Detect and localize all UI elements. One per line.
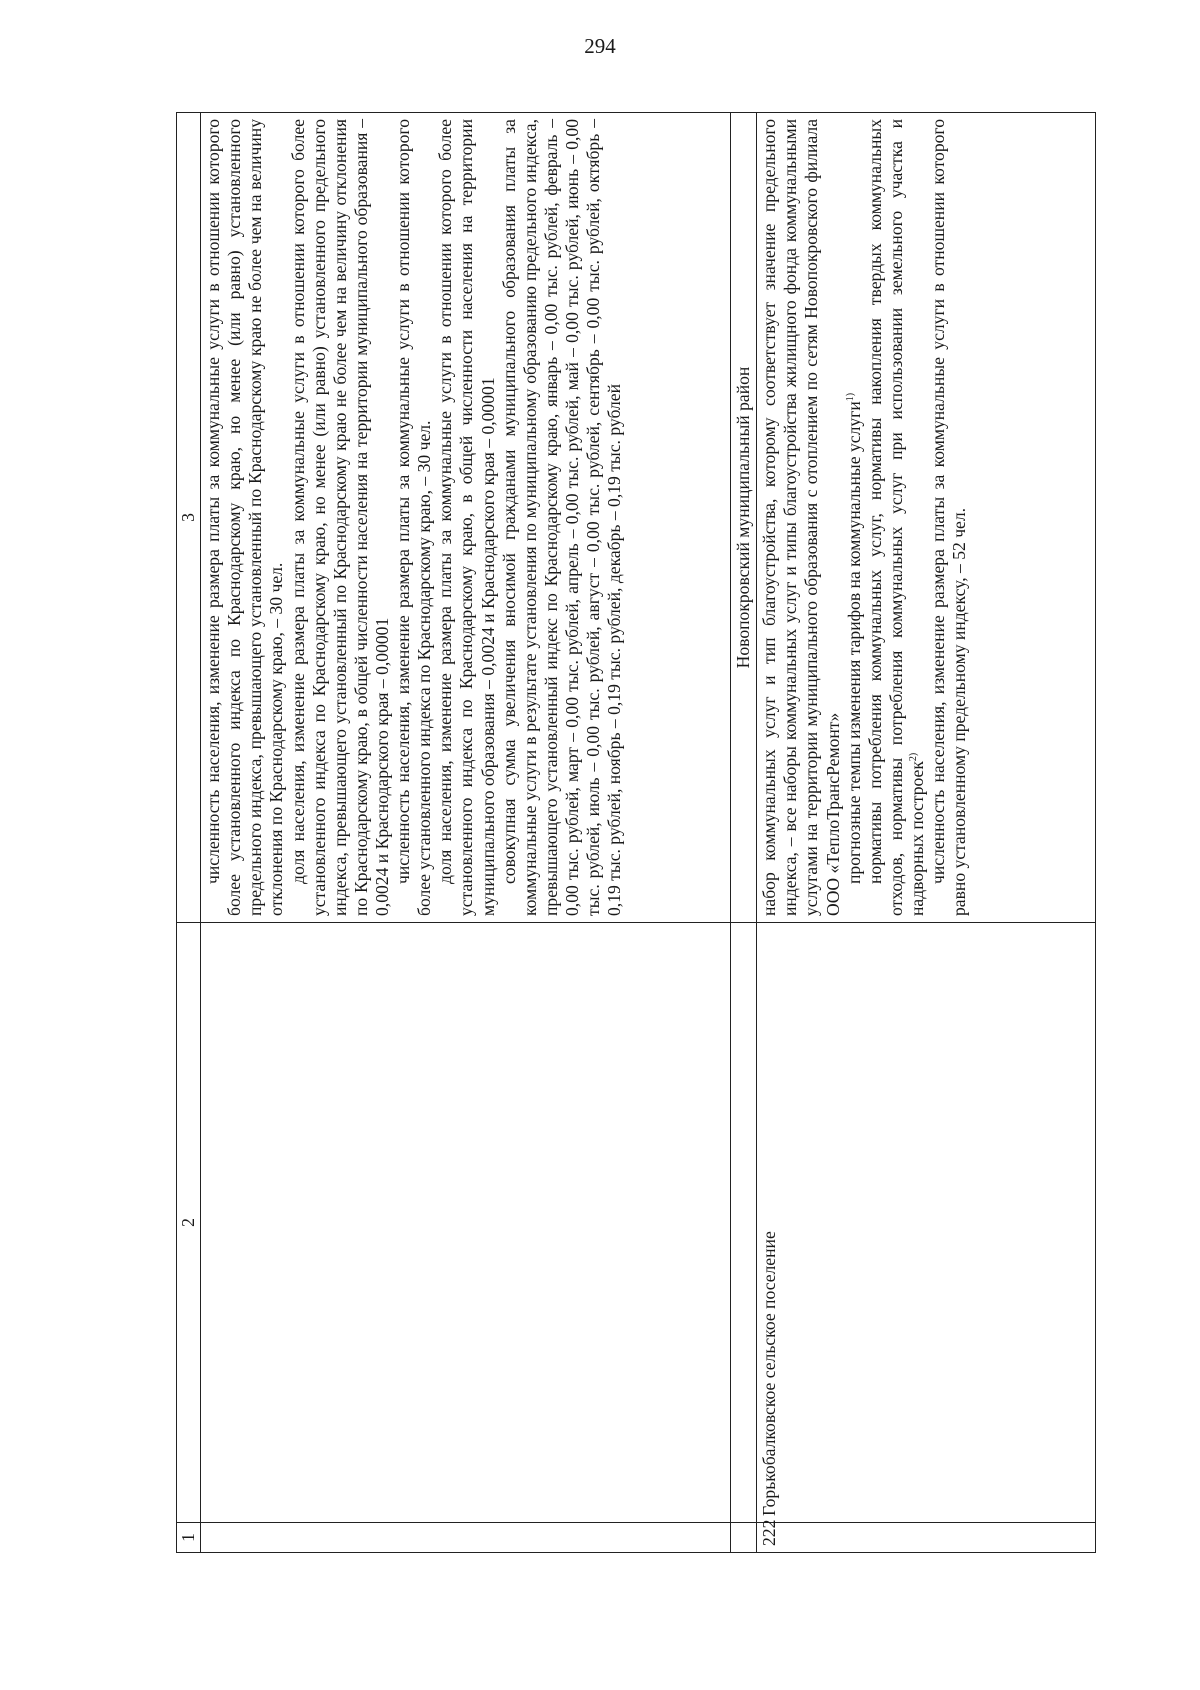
- row-number-cell: 222: [757, 1523, 1096, 1553]
- table-row: [757, 113, 1096, 1553]
- row-number-cell: [201, 1523, 731, 1553]
- district-row: [731, 113, 757, 1553]
- details-cell: [201, 113, 731, 923]
- settlement-name-cell: [201, 923, 731, 1523]
- paragraph: численность населения, изменение размера платы за коммунальные услуги в отношении которого более установленного индекса по Краснодарскому краю, но менее (или равно) установленного предельного индекса, превышающего установленный по Краснодарскому краю не более чем на величину отклонения по Краснодарскому краю, – 30 чел.: [203, 119, 287, 916]
- header-col-3: 3: [177, 113, 201, 923]
- paragraph: численность населения, изменение размера платы за коммунальные услуги в отношении которого более установленного индекса по Краснодарскому краю, – 30 чел.: [393, 119, 435, 916]
- table-header-row: [177, 113, 201, 1553]
- settlement-name-cell: Горькобалковское сельское поселение: [757, 923, 1096, 1523]
- header-col-2: 2: [177, 923, 201, 1523]
- paragraph: [865, 119, 928, 916]
- paragraph: набор коммунальных услуг и тип благоустройства, которому соответствует значение предельного индекса, – все наборы коммунальных услуг и типы благоустройства жилищного фонда коммунальными услугами на территории муниципального образования с отоплением по сетям Новопокровского филиала ООО «ТеплоТрансРемонт»: [759, 119, 843, 916]
- paragraph-text: нормативы потребления коммунальных услуг, нормативы накопления твердых коммунальных отходов, нормативы потребления коммунальных услуг при использовании земельного участка и надворных построек: [864, 119, 927, 916]
- paragraph-text: прогнозные темпы изменения тарифов на коммунальные услуги: [843, 401, 864, 884]
- rotated-table-container: [176, 113, 1096, 1553]
- district-spacer-cell: [731, 923, 757, 1523]
- paragraph: численность населения, изменение размера платы за коммунальные услуги в отношении которого равно установленному предельному индексу, – 52 чел.: [928, 119, 970, 916]
- district-spacer-cell: [731, 1523, 757, 1553]
- header-col-1: 1: [177, 1523, 201, 1553]
- district-name: Новопокровский муниципальный район: [731, 113, 757, 923]
- table-row: [201, 113, 731, 1553]
- page-number: 294: [584, 34, 616, 58]
- data-table: [176, 112, 1096, 1553]
- footnote-mark: 2): [908, 752, 920, 762]
- footnote-mark: 1): [844, 392, 856, 402]
- paragraph: совокупная сумма увеличения вносимой гражданами муниципального образования платы за коммунальные услуги в результате установления по муниципальному образованию предельного индекса, превышающего установленный индекс по Краснодарскому краю, январь – 0,00 тыс. рублей, февраль – 0,00 тыс. рублей, март – 0,00 тыс. рублей, апрель – 0,00 тыс. рублей, май – 0,00 тыс. рублей, июнь – 0,00 тыс. рублей, июль – 0,00 тыс. рублей, август – 0,00 тыс. рублей, сентябрь – 0,00 тыс. рублей, октябрь – 0,19 тыс. рублей, ноябрь – 0,19 тыс. рублей, декабрь – 0,19 тыс. рублей: [498, 119, 625, 916]
- paragraph: [844, 119, 865, 916]
- paragraph: доля населения, изменение размера платы за коммунальные услуги в отношении которого более установленного индекса по Краснодарскому краю, в общей численности населения на территории муниципального образования – 0,0024 и Краснодарского края – 0,00001: [435, 119, 498, 916]
- paragraph: доля населения, изменение размера платы за коммунальные услуги в отношении которого более установленного индекса по Краснодарскому краю, но менее (или равно) установленного предельного индекса, превышающего установленный по Краснодарскому краю не более чем на величину отклонения по Краснодарскому краю, в общей численности населения на территории муниципального образования – 0,0024 и Краснодарского края – 0,00001: [287, 119, 392, 916]
- details-cell: [757, 113, 1096, 923]
